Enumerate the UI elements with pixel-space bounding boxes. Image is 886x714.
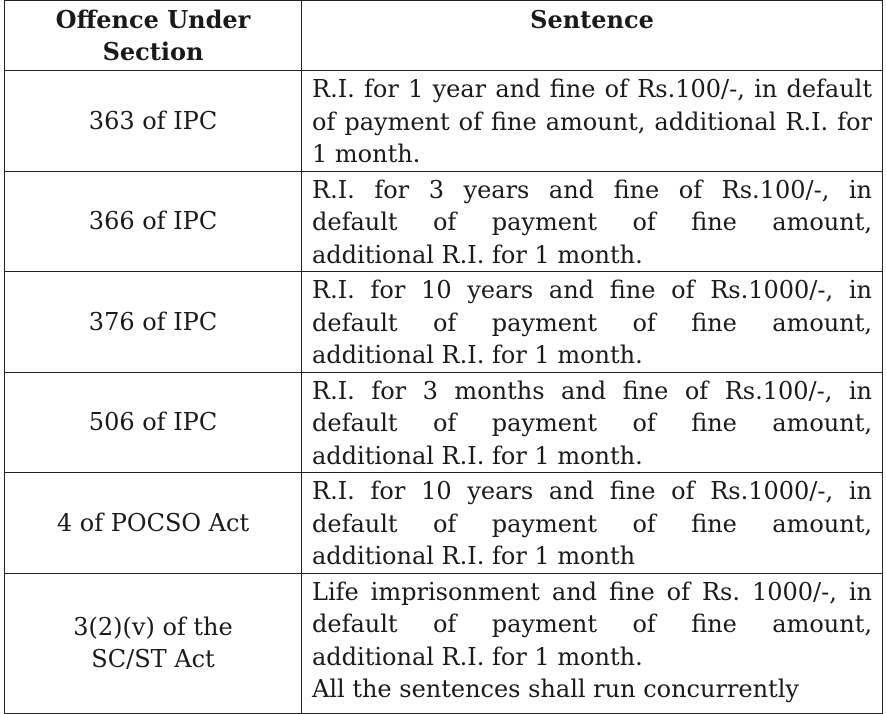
header-sentence-label: Sentence — [530, 5, 654, 34]
offence-cell — [5, 272, 302, 373]
table-row — [5, 372, 883, 473]
sentence-line: R.I. for 1 year and fine of Rs.100/-, in default — [312, 75, 872, 103]
offence-cell — [5, 573, 302, 713]
sentence-line: All the sentences shall run concurrently — [312, 675, 799, 703]
sentence-line: default of payment of fine amount, — [312, 308, 872, 337]
sentence-cell — [302, 573, 883, 713]
offence-cell — [5, 71, 302, 172]
header-row — [5, 1, 883, 71]
sentence-line: R.I. for 3 years and fine of Rs.100/-, in — [312, 175, 872, 204]
header-offence-under-section — [5, 1, 302, 71]
sentence-line: Life imprisonment and fine of Rs. 1000/-, in — [312, 577, 872, 606]
sentence-cell — [302, 372, 883, 473]
offence-text-line-1: 3(2)(v) of the — [73, 613, 233, 641]
table-row — [5, 71, 883, 172]
sentence-line: additional R.I. for 1 month. — [312, 341, 643, 369]
sentence-cell — [302, 473, 883, 574]
sentence-cell — [302, 171, 883, 272]
sentence-line: default of payment of fine amount, — [312, 409, 872, 437]
offence-text: 506 of IPC — [88, 408, 218, 437]
offence-text: 363 of IPC — [88, 106, 218, 135]
sentence-line: of payment of fine amount, additional R.I. for — [312, 107, 872, 136]
sentence-cell — [302, 71, 883, 172]
sentence-line: 1 month. — [312, 140, 421, 168]
sentence-line: additional R.I. for 1 month — [312, 542, 636, 570]
sentence-table — [4, 0, 883, 714]
sentence-line: default of payment of fine amount, — [312, 610, 872, 638]
sentence-line: default of payment of fine amount, — [312, 208, 872, 236]
offence-cell — [5, 473, 302, 574]
header-offence-line-1: Offence Under — [55, 5, 251, 34]
offence-text-line-2: SC/ST Act — [91, 645, 215, 673]
sentence-line: R.I. for 10 years and fine of Rs.1000/-, in — [312, 477, 872, 505]
sentence-line: additional R.I. for 1 month. — [312, 642, 643, 671]
header-sentence — [302, 1, 883, 71]
sentence-line: R.I. for 10 years and fine of Rs.1000/-, in — [312, 276, 872, 304]
table-row — [5, 573, 883, 713]
table-row — [5, 272, 883, 373]
sentence-line: additional R.I. for 1 month. — [312, 240, 643, 269]
sentence-cell — [302, 272, 883, 373]
header-offence-line-2: Section — [102, 37, 204, 66]
offence-cell — [5, 171, 302, 272]
offence-text: 4 of POCSO Act — [56, 508, 250, 537]
sentence-line: R.I. for 3 months and fine of Rs.100/-, in — [312, 376, 872, 405]
offence-text: 366 of IPC — [88, 207, 218, 236]
sentence-line: default of payment of fine amount, — [312, 509, 872, 538]
table-row — [5, 473, 883, 574]
offence-text: 376 of IPC — [88, 307, 218, 336]
table-row — [5, 171, 883, 272]
offence-cell — [5, 372, 302, 473]
sentence-line: additional R.I. for 1 month. — [312, 441, 643, 470]
